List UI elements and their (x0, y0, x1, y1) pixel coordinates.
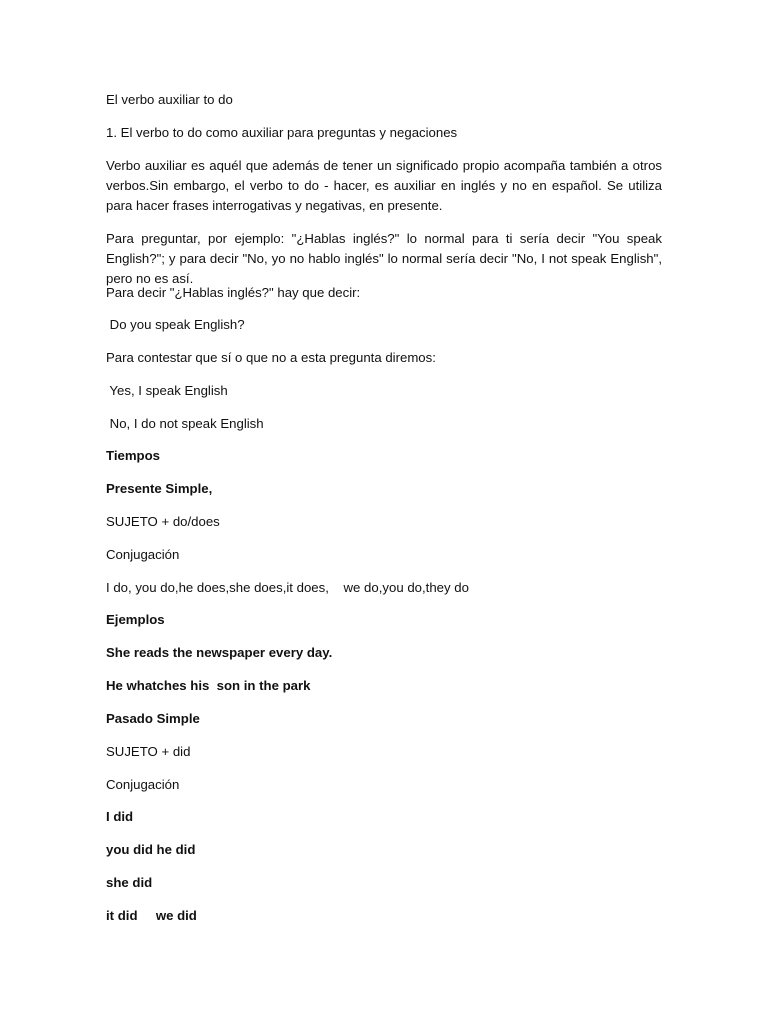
presente-simple-heading: Presente Simple, (106, 481, 213, 496)
example-sentence: She reads the newspaper every day. (106, 645, 333, 660)
pasado-conjugation-line: you did he did (106, 842, 196, 857)
document-title: El verbo auxiliar to do (106, 92, 233, 107)
conjugacion-heading: Conjugación (106, 777, 180, 792)
pasado-conjugation-line: I did (106, 809, 134, 824)
tiempos-heading: Tiempos (106, 448, 160, 463)
document-page (106, 0, 662, 1024)
pasado-formula: SUJETO + did (106, 744, 191, 759)
answer-no: No, I do not speak English (106, 416, 264, 431)
pasado-conjugation-line: she did (106, 875, 153, 890)
ejemplos-heading: Ejemplos (106, 612, 165, 627)
question-example: Do you speak English? (106, 317, 245, 332)
pasado-conjugation-line: it did we did (106, 908, 197, 923)
question-intro: Para decir "¿Hablas inglés?" hay que decir: (106, 285, 361, 300)
example-paragraph: Para preguntar, por ejemplo: "¿Hablas inglés?" lo normal para ti sería decir "You speak English?"; y para decir "No, yo no hablo inglés" lo normal sería decir "No, I not speak English", pero no es así. (106, 231, 662, 286)
pasado-simple-heading: Pasado Simple (106, 711, 200, 726)
answer-intro: Para contestar que sí o que no a esta pregunta diremos: (106, 350, 436, 365)
answer-yes: Yes, I speak English (106, 383, 228, 398)
example-sentence: He whatches his son in the park (106, 678, 311, 693)
presente-formula: SUJETO + do/does (106, 514, 220, 529)
conjugacion-heading: Conjugación (106, 547, 180, 562)
presente-conjugation: I do, you do,he does,she does,it does, we do,you do,they do (106, 580, 469, 595)
section-heading: 1. El verbo to do como auxiliar para preguntas y negaciones (106, 125, 458, 140)
intro-paragraph: Verbo auxiliar es aquél que además de tener un significado propio acompaña también a otros verbos.Sin embargo, el verbo to do - hacer, es auxiliar en inglés y no en español. Se utiliza para hacer frases interrogativas y negativas, en presente. (106, 158, 662, 213)
